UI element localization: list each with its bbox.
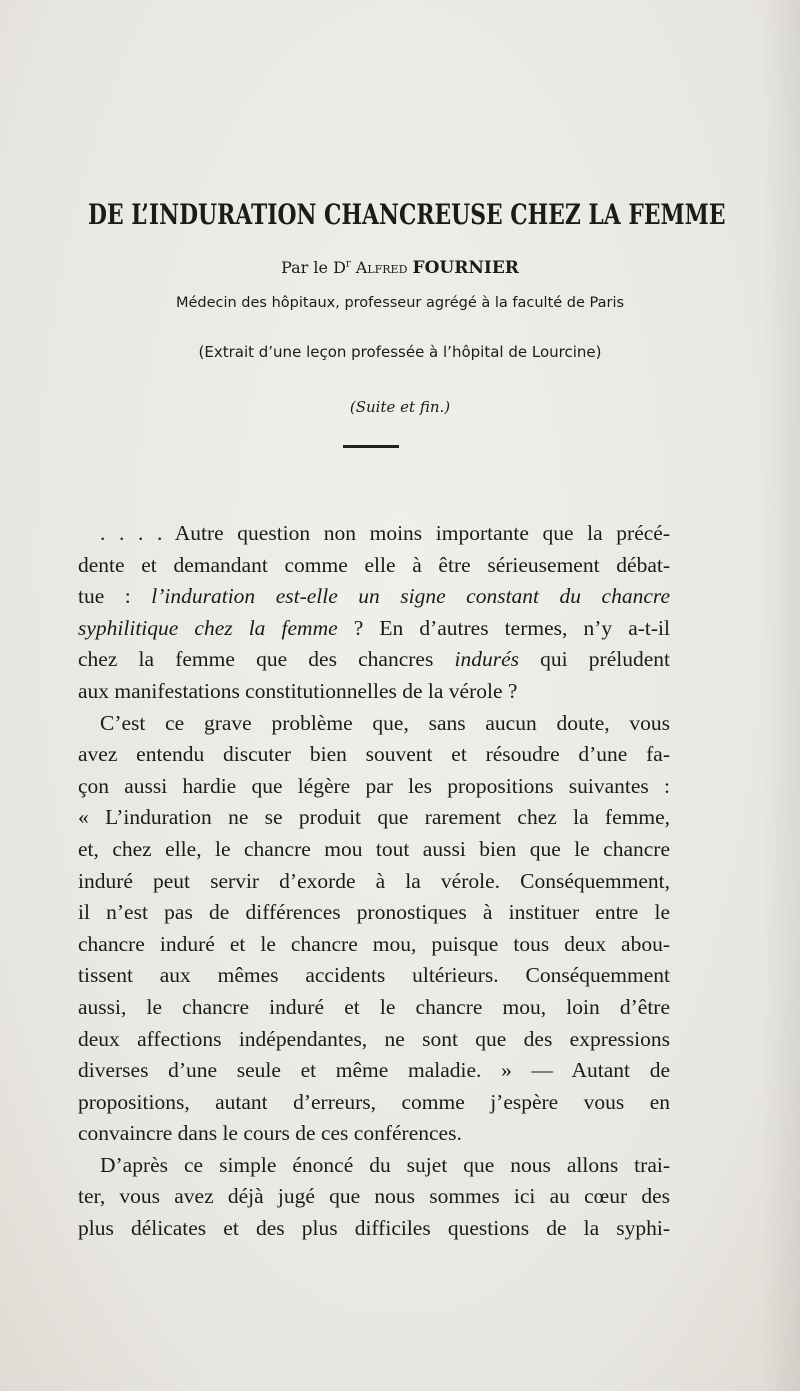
body-italic-run: indurés: [454, 647, 519, 672]
body-line: [78, 613, 670, 645]
separator-rule: [343, 445, 399, 448]
body-line: plus délicates et des plus difficiles questions de la syphi-: [78, 1216, 670, 1241]
body-italic-run: syphilitique chez la femme: [78, 615, 338, 640]
body-line: [78, 581, 670, 613]
byline-title-abbr: D: [333, 258, 346, 277]
body-line: induré peut servir d’exorde à la vérole. Conséquemment,: [78, 868, 670, 893]
body-line: chancre induré et le chancre mou, puisque tous deux abou-: [78, 931, 670, 956]
page-edge-shadow: [760, 0, 800, 1391]
article-body: [78, 518, 670, 1245]
body-line: ter, vous avez déjà jugé que nous sommes ici au cœur des: [78, 1184, 670, 1209]
body-line: D’après ce simple énoncé du sujet que nous allons trai-: [100, 1152, 670, 1177]
body-line: et, chez elle, le chancre mou tout aussi bien que le chancre: [78, 836, 670, 861]
body-text-run: tue :: [78, 584, 152, 609]
author-byline: [0, 258, 800, 278]
body-line: diverses d’une seule et même maladie. » — Autant de: [78, 1058, 670, 1083]
byline-prefix: Par le: [281, 258, 334, 277]
body-italic-run: l’induration est-elle un signe constant du chancre: [151, 584, 670, 609]
body-line: çon aussi hardie que légère par les propositions suivantes :: [78, 773, 670, 798]
body-line: convaincre dans le cours de ces conférences.: [78, 1121, 462, 1146]
body-line: C’est ce grave problème que, sans aucun doute, vous: [100, 710, 670, 735]
body-line: . . . . Autre question non moins importante que la précé-: [100, 521, 670, 545]
body-line: aussi, le chancre induré et le chancre mou, loin d’être: [78, 994, 670, 1019]
body-text-run: ? En d’autres termes, n’y a-t-il: [337, 615, 670, 640]
body-line: dente et demandant comme elle à être sérieusement débat-: [78, 552, 670, 577]
author-first-name: Alfred: [355, 258, 408, 277]
body-line: « L’induration ne se produit que rarement chez la femme,: [78, 805, 670, 830]
body-line: deux affections indépendantes, ne sont que des expressions: [78, 1026, 670, 1051]
body-line: avez entendu discuter bien souvent et résoudre d’une fa-: [78, 742, 670, 767]
body-text-run: qui préludent: [518, 647, 670, 672]
body-line: propositions, autant d’erreurs, comme j’espère vous en: [78, 1089, 670, 1114]
body-line: il n’est pas de différences pronostiques à instituer entre le: [78, 900, 670, 925]
body-line: tissent aux mêmes accidents ultérieurs. Conséquemment: [78, 963, 670, 988]
continuation-note: (Suite et fin.): [349, 398, 451, 416]
article-title: DE L’INDURATION CHANCREUSE CHEZ LA FEMME: [88, 198, 726, 231]
author-last-name: FOURNIER: [412, 258, 519, 278]
body-line: [78, 644, 670, 676]
body-text-run: chez la femme que des chancres: [78, 647, 455, 672]
body-line: aux manifestations constitutionnelles de la vérole ?: [78, 678, 518, 703]
extract-note: (Extrait d’une leçon professée à l’hôpital de Lourcine): [198, 343, 602, 361]
author-affiliation: Médecin des hôpitaux, professeur agrégé à la faculté de Paris: [175, 295, 625, 311]
byline-title-sup: r: [345, 258, 351, 270]
